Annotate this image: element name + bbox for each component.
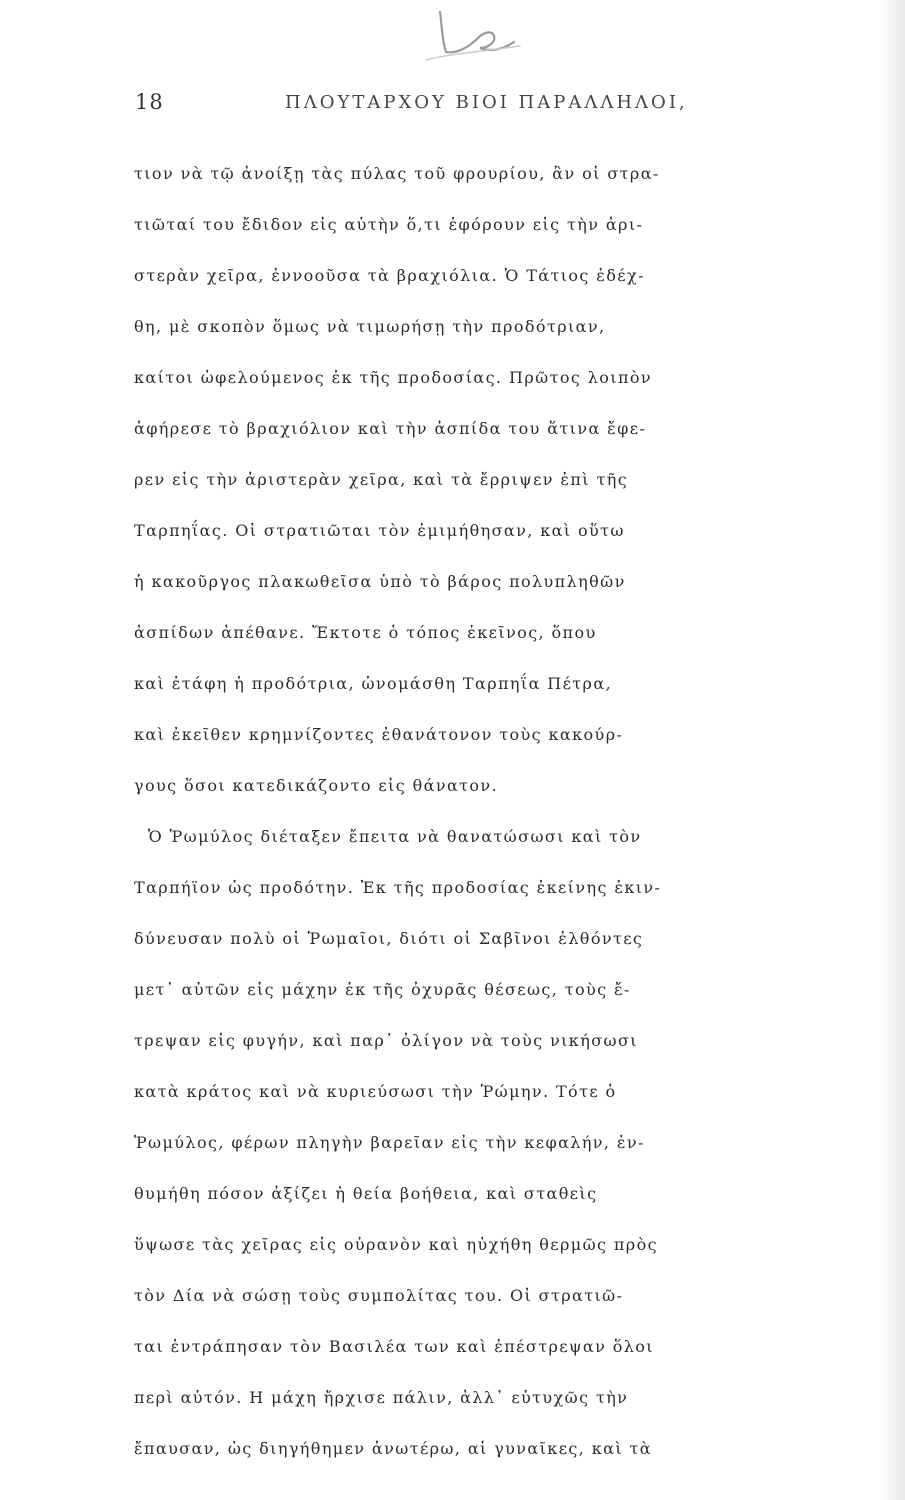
text-line: δύνευσαν πολὺ οἱ Ῥωμαῖοι, διότι οἱ Σαβῖνοι ἐλθόντες [134, 929, 644, 948]
text-line: καίτοι ὠφελούμενος ἐκ τῆς προδοσίας. Πρῶτος λοιπὸν [134, 368, 653, 387]
text-line: ἀφήρεσε τὸ βραχιόλιον καὶ τὴν ἀσπίδα του ἅτινα ἔφε- [134, 419, 647, 438]
scan-edge-shadow [879, 0, 905, 1500]
text-line: ρεν εἰς τὴν ἀριστερὰν χεῖρα, καὶ τὰ ἔρριψεν ἐπὶ τῆς [134, 470, 629, 489]
text-line: τὸν Δία νὰ σώσῃ τοὺς συμπολίτας του. Οἱ στρατιῶ- [134, 1286, 624, 1305]
text-line: ὕψωσε τὰς χεῖρας εἰς οὐρανὸν καὶ ηὐχήθη θερμῶς πρὸς [134, 1235, 658, 1254]
text-line: θυμήθη πόσον ἀξίζει ἡ θεία βοήθεια, καὶ σταθεὶς [134, 1184, 598, 1203]
text-line: ται ἐντράπησαν τὸν Βασιλέα των καὶ ἐπέστρεψαν ὅλοι [134, 1337, 654, 1356]
text-line: κατὰ κράτος καὶ νὰ κυριεύσωσι τὴν Ῥώμην. Τότε ὁ [134, 1082, 617, 1101]
text-line: γους ὅσοι κατεδικάζοντο εἰς θάνατον. [134, 776, 499, 795]
text-line: τιῶταί του ἔδιδον εἰς αὐτὴν ὅ,τι ἐφόρουν εἰς τὴν ἀρι- [134, 215, 644, 234]
page-number: 18 [135, 90, 164, 114]
text-line: στερὰν χεῖρα, ἐννοοῦσα τὰ βραχιόλια. Ὁ Τάτιος ἐδέχ- [134, 266, 645, 285]
text-line: τρεψαν εἰς φυγήν, καὶ παρ᾽ ὀλίγον νὰ τοὺς νικήσωσι [134, 1031, 638, 1050]
text-line: ἀσπίδων ἀπέθανε. Ἔκτοτε ὁ τόπος ἐκεῖνος, ὅπου [134, 623, 597, 642]
page-header [135, 90, 875, 120]
text-line: Ῥωμύλος, φέρων πληγὴν βαρεῖαν εἰς τὴν κεφαλήν, ἐν- [134, 1133, 645, 1152]
text-line: περὶ αὐτόν. Η μάχη ἤρχισε πάλιν, ἀλλ᾽ εὐτυχῶς τὴν [134, 1388, 629, 1407]
body-text [134, 148, 880, 1474]
running-title: ΠΛΟΥΤΑΡΧΟΥ ΒΙΟΙ ΠΑΡΑΛΛΗΛΟΙ, [285, 92, 688, 113]
text-line: θη, μὲ σκοπὸν ὅμως νὰ τιμωρήσῃ τὴν προδότριαν, [134, 317, 606, 336]
handwritten-mark [418, 8, 528, 66]
text-line: ἔπαυσαν, ὡς διηγήθημεν ἀνωτέρω, αἱ γυναῖκες, καὶ τὰ [134, 1439, 652, 1458]
text-line: τιον νὰ τῷ ἀνοίξῃ τὰς πύλας τοῦ φρουρίου, ἂν οἱ στρα- [134, 164, 660, 183]
paragraph-start-line: Ὁ Ῥωμύλος διέταξεν ἔπειτα νὰ θανατώσωσι καὶ τὸν [148, 827, 642, 846]
text-line: μετ᾽ αὐτῶν εἰς μάχην ἐκ τῆς ὀχυρᾶς θέσεως, τοὺς ἔ- [134, 980, 631, 999]
text-line: καὶ ἐκεῖθεν κρημνίζοντες ἐθανάτονον τοὺς κακούρ- [134, 725, 624, 744]
text-line: ἡ κακοῦργος πλακωθεῖσα ὑπὸ τὸ βάρος πολυπληθῶν [134, 572, 626, 591]
text-line: καὶ ἐτάφη ἡ προδότρια, ὠνομάσθη Ταρπηΐα Πέτρα, [134, 674, 613, 693]
text-line: Ταρπήϊον ὡς προδότην. Ἐκ τῆς προδοσίας ἐκείνης ἐκιν- [134, 878, 662, 897]
text-line: Ταρπηΐας. Οἱ στρατιῶται τὸν ἐμιμήθησαν, καὶ οὕτω [134, 521, 625, 540]
